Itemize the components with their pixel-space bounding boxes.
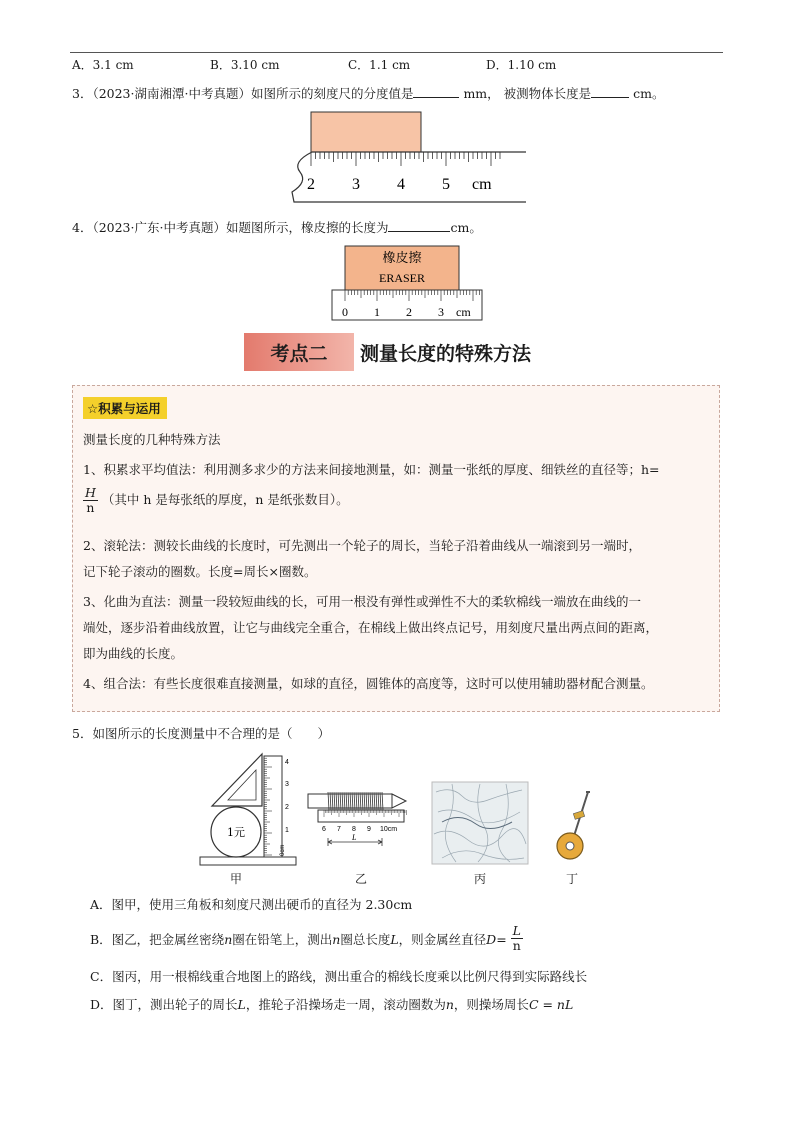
length-L-label: L: [352, 833, 357, 842]
ruler-label: 8: [352, 826, 356, 833]
measured-object: [311, 112, 421, 152]
ruler-label: 3: [352, 176, 360, 193]
ruler-label: 3: [438, 305, 444, 319]
ruler-label: 2: [406, 305, 412, 319]
fig-label-yi: 乙: [355, 872, 368, 886]
ruler-label: 4: [285, 759, 289, 766]
ruler-unit: cm: [472, 176, 492, 193]
q5-option-c: C．图丙，用一根棉线重合地图上的路线，测出重合的棉线长度乘以比例尺得到实际路线长: [90, 969, 588, 984]
ruler-label: 4: [397, 176, 405, 193]
method-3-line-1: 3、化曲为直法：测量一段较短曲线的长，可用一根没有弹性或弹性不大的柔软棉线一端放在曲线的一: [83, 594, 641, 609]
q4-blank[interactable]: [388, 219, 450, 232]
fig-bing-map: [432, 782, 528, 864]
fig-label-bing: 丙: [474, 872, 487, 886]
ruler-label: 0cm: [280, 844, 286, 856]
method-2-line-2: 记下轮子滚动的圈数。长度=周长×圈数。: [83, 564, 317, 579]
q2-option-a: A．3.1 cm: [72, 58, 134, 72]
fig-ding-wheel: [552, 790, 602, 862]
eraser-en-label: ERASER: [378, 271, 426, 285]
fig-label-ding: 丁: [566, 872, 579, 886]
q4-stem: 4．（2023·广东·中考真题）如题图所示，橡皮擦的长度为 cm。: [72, 220, 482, 235]
ruler-label: 1: [285, 827, 289, 834]
method-4-line-1: 4、组合法：有些长度很难直接测量，如球的直径，圆锥体的高度等，这时可以使用辅助器材配合测量。: [83, 676, 654, 691]
method-3-line-3: 即为曲线的长度。: [83, 646, 184, 661]
method-2-line-1: 2、滚轮法：测较长曲线的长度时，可先测出一个轮子的周长，当轮子沿着曲线从一端滚到另一端时，: [83, 538, 641, 553]
q5-option-a: A．图甲，使用三角板和刻度尺测出硬币的直径为 2.30cm: [90, 897, 413, 912]
method-1-line-1: 1、积累求平均值法：利用测多求少的方法来间接地测量，如：测量一张纸的厚度、细铁丝的直径等；h=: [83, 462, 660, 477]
section-badge: 考点二: [244, 333, 354, 371]
ruler-unit: cm: [456, 305, 471, 319]
ruler-label: 2: [307, 176, 315, 193]
ruler-label: 9: [367, 826, 371, 833]
q3-stem: 3．（2023·湖南湘潭·中考真题）如图所示的刻度尺的分度值是 mm， 被测物体长度是 cm。: [72, 86, 665, 101]
q2-options: [72, 56, 712, 73]
q2-option-d: D．1.10 cm: [486, 58, 557, 72]
method-3-line-2: 端处，逐步沿着曲线放置，让它与曲线完全重合，在棉线上做出终点记号，用刻度尺量出两点间的距离，: [83, 620, 659, 635]
ruler-label: 5: [442, 176, 450, 193]
fraction-h: $\frac{H}{n}$: [85, 485, 96, 515]
fig-jia: [198, 752, 298, 867]
q4-eraser-figure: [332, 244, 484, 324]
triangle-ruler: [212, 754, 262, 806]
q3-ruler-figure: [288, 110, 528, 205]
section-title: 测量长度的特殊方法: [360, 342, 532, 365]
ruler-label: 7: [337, 826, 341, 833]
ruler-label: 1: [374, 305, 380, 319]
knowledge-tag: ☆积累与运用: [83, 397, 167, 419]
q5-option-d: D．图丁，测出轮子的周长L，推轮子沿操场走一周，滚动圈数为n，则操场周长C = nL: [90, 997, 574, 1012]
fig-label-jia: 甲: [230, 872, 243, 886]
ruler-label: 3: [285, 781, 289, 788]
fraction-l-over-n: $\frac{L}{n}$: [512, 923, 521, 953]
q3-blank-2[interactable]: [591, 85, 629, 98]
section-banner: [244, 333, 531, 371]
horizontal-ruler: [318, 810, 404, 822]
top-rule: [70, 52, 723, 53]
eraser-cn-label: 橡皮擦: [382, 251, 422, 266]
q5-stem: 5．如图所示的长度测量中不合理的是（ ）: [72, 726, 330, 741]
method-1-line-2: $\frac{H}{n}$ （其中 h 是每张纸的厚度，n 是纸张数目）。: [85, 485, 349, 515]
ruler-label: 2: [285, 804, 289, 811]
coin-label: 1元: [227, 826, 245, 839]
q2-option-c: C．1.1 cm: [348, 58, 411, 72]
q3-blank-1[interactable]: [413, 85, 459, 98]
fig-yi: [306, 784, 416, 854]
q2-option-b: B．3.10 cm: [210, 58, 280, 72]
ruler-label: 10cm: [380, 826, 398, 833]
ruler-label: 6: [322, 826, 326, 833]
ruler-label: 0: [342, 305, 348, 319]
knowledge-box: [72, 385, 720, 712]
knowledge-heading: 测量长度的几种特殊方法: [83, 432, 221, 447]
q5-option-b: B．图乙，把金属丝密绕n圈在铅笔上，测出n圈总长度L，则金属丝直径D= $\frac{L}{n}$: [90, 923, 521, 953]
star-icon: ☆: [87, 401, 99, 416]
